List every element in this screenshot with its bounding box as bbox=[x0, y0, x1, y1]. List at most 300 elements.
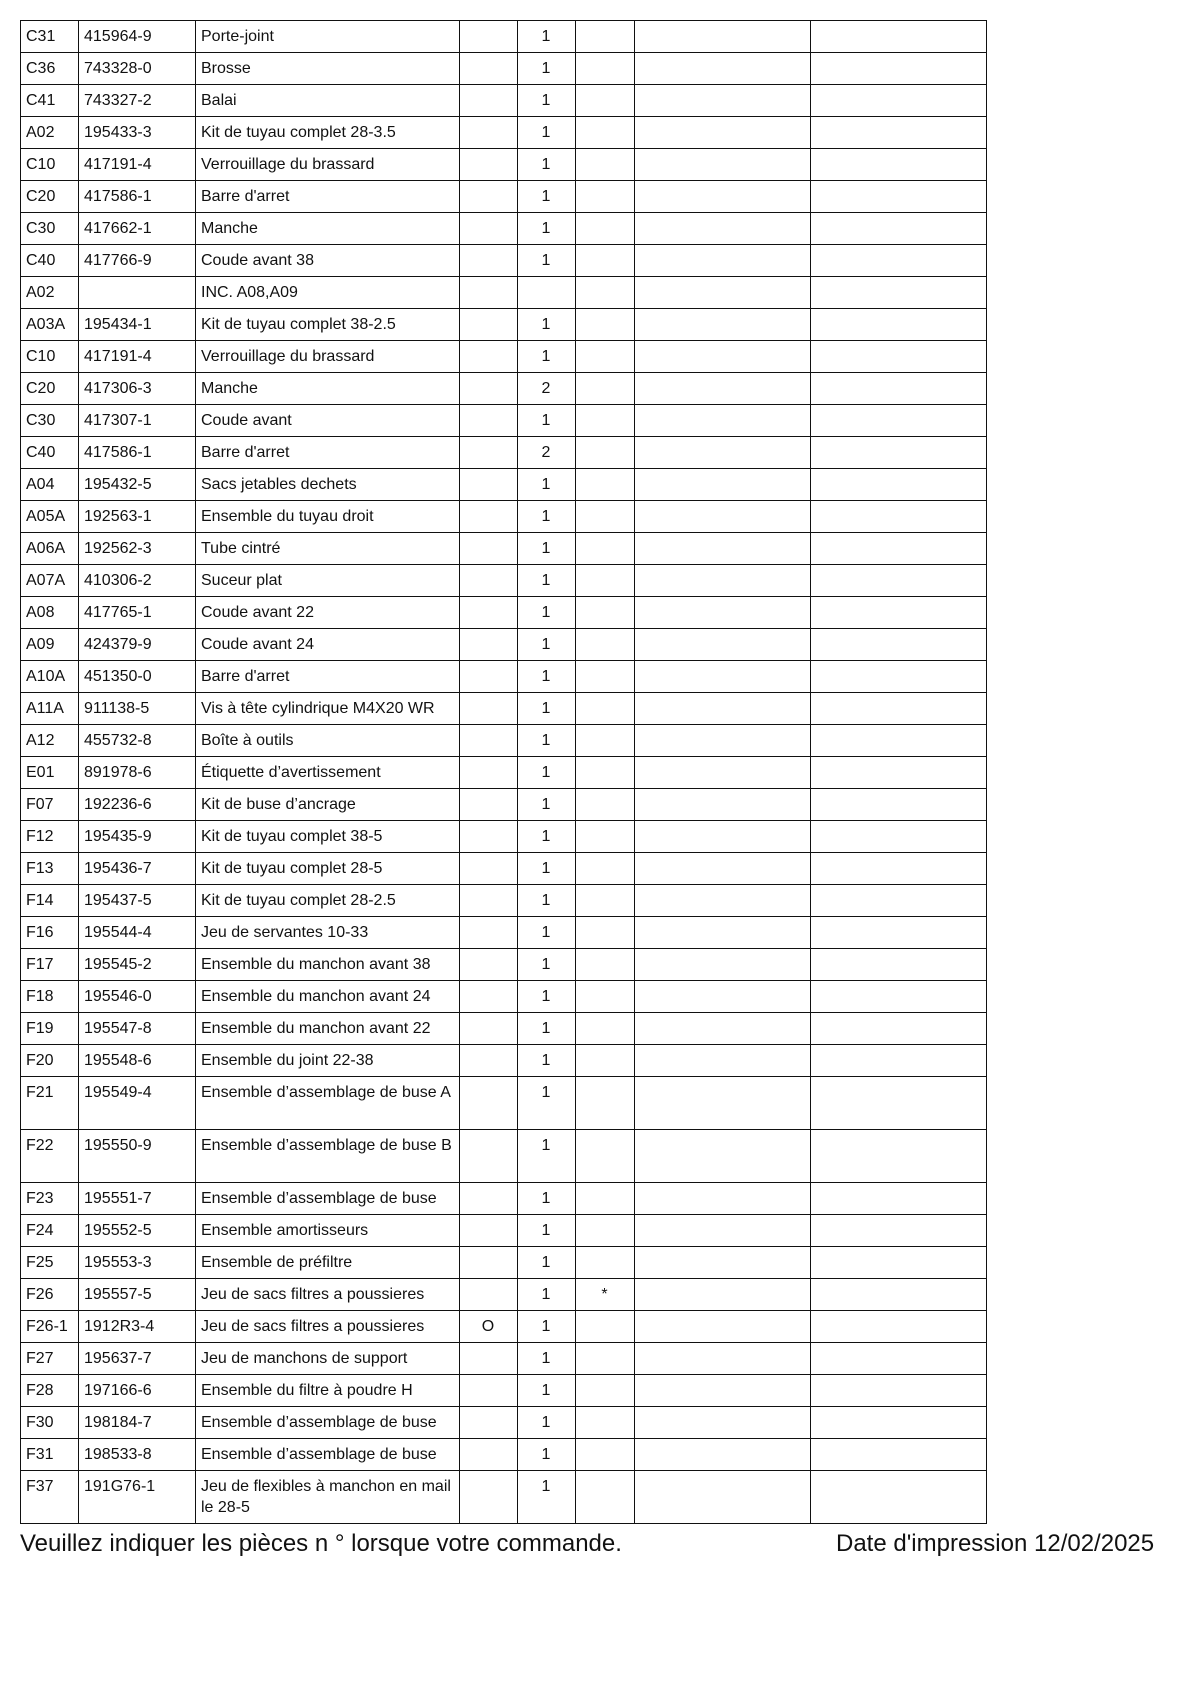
table-row bbox=[21, 341, 987, 373]
blank-cell bbox=[635, 629, 811, 661]
ref-cell: F18 bbox=[21, 981, 79, 1013]
option-cell bbox=[460, 533, 518, 565]
description-cell: Jeu de servantes 10-33 bbox=[196, 917, 460, 949]
option-cell bbox=[460, 1045, 518, 1077]
table-row bbox=[21, 1439, 987, 1471]
option-cell bbox=[460, 981, 518, 1013]
ref-cell: A07A bbox=[21, 565, 79, 597]
blank-cell bbox=[811, 757, 987, 789]
blank-cell bbox=[635, 1311, 811, 1343]
mark-cell bbox=[576, 405, 635, 437]
description-cell: Barre d'arret bbox=[196, 181, 460, 213]
part-number-cell: 743327-2 bbox=[79, 85, 196, 117]
table-row bbox=[21, 1013, 987, 1045]
option-cell bbox=[460, 405, 518, 437]
ref-cell: A08 bbox=[21, 597, 79, 629]
option-cell bbox=[460, 1407, 518, 1439]
quantity-cell: 1 bbox=[518, 1013, 576, 1045]
blank-cell bbox=[811, 501, 987, 533]
description-cell: Jeu de flexibles à manchon en maille 28-5 bbox=[196, 1471, 460, 1524]
mark-cell bbox=[576, 1045, 635, 1077]
blank-cell bbox=[635, 1343, 811, 1375]
quantity-cell: 1 bbox=[518, 917, 576, 949]
blank-cell bbox=[811, 469, 987, 501]
ref-cell: F17 bbox=[21, 949, 79, 981]
description-cell: Kit de tuyau complet 28-2.5 bbox=[196, 885, 460, 917]
ref-cell: C41 bbox=[21, 85, 79, 117]
ref-cell: C10 bbox=[21, 341, 79, 373]
description-cell: Ensemble du joint 22-38 bbox=[196, 1045, 460, 1077]
blank-cell bbox=[811, 1130, 987, 1183]
option-cell bbox=[460, 1439, 518, 1471]
ref-cell: C31 bbox=[21, 21, 79, 53]
option-cell bbox=[460, 1013, 518, 1045]
description-cell: Verrouillage du brassard bbox=[196, 341, 460, 373]
quantity-cell: 1 bbox=[518, 565, 576, 597]
description-cell: Coude avant 24 bbox=[196, 629, 460, 661]
quantity-cell: 1 bbox=[518, 85, 576, 117]
table-row bbox=[21, 1183, 987, 1215]
blank-cell bbox=[635, 181, 811, 213]
mark-cell bbox=[576, 85, 635, 117]
blank-cell bbox=[635, 597, 811, 629]
description-cell: Manche bbox=[196, 213, 460, 245]
quantity-cell: 1 bbox=[518, 725, 576, 757]
quantity-cell: 1 bbox=[518, 405, 576, 437]
blank-cell bbox=[635, 309, 811, 341]
table-row bbox=[21, 693, 987, 725]
option-cell bbox=[460, 629, 518, 661]
mark-cell bbox=[576, 1077, 635, 1130]
description-cell: Brosse bbox=[196, 53, 460, 85]
mark-cell bbox=[576, 1013, 635, 1045]
mark-cell bbox=[576, 245, 635, 277]
ref-cell: F16 bbox=[21, 917, 79, 949]
quantity-cell: 1 bbox=[518, 1279, 576, 1311]
part-number-cell: 415964-9 bbox=[79, 21, 196, 53]
option-cell bbox=[460, 85, 518, 117]
description-cell: Vis à tête cylindrique M4X20 WR bbox=[196, 693, 460, 725]
part-number-cell: 417306-3 bbox=[79, 373, 196, 405]
option-cell bbox=[460, 565, 518, 597]
option-cell bbox=[460, 1130, 518, 1183]
table-row bbox=[21, 1407, 987, 1439]
blank-cell bbox=[811, 117, 987, 149]
ref-cell: F20 bbox=[21, 1045, 79, 1077]
blank-cell bbox=[811, 181, 987, 213]
blank-cell bbox=[635, 1375, 811, 1407]
part-number-cell: 417191-4 bbox=[79, 149, 196, 181]
blank-cell bbox=[635, 1471, 811, 1524]
ref-cell: F25 bbox=[21, 1247, 79, 1279]
mark-cell bbox=[576, 1471, 635, 1524]
option-cell bbox=[460, 821, 518, 853]
quantity-cell: 1 bbox=[518, 469, 576, 501]
part-number-cell: 195552-5 bbox=[79, 1215, 196, 1247]
option-cell bbox=[460, 245, 518, 277]
table-row bbox=[21, 949, 987, 981]
blank-cell bbox=[811, 341, 987, 373]
ref-cell: F19 bbox=[21, 1013, 79, 1045]
blank-cell bbox=[635, 821, 811, 853]
blank-cell bbox=[811, 1215, 987, 1247]
part-number-cell bbox=[79, 277, 196, 309]
table-row bbox=[21, 1311, 987, 1343]
option-cell bbox=[460, 277, 518, 309]
table-row bbox=[21, 725, 987, 757]
blank-cell bbox=[811, 245, 987, 277]
description-cell: Ensemble d’assemblage de buse A bbox=[196, 1077, 460, 1130]
ref-cell: F26 bbox=[21, 1279, 79, 1311]
quantity-cell: 1 bbox=[518, 1311, 576, 1343]
description-cell: Kit de buse d’ancrage bbox=[196, 789, 460, 821]
table-row bbox=[21, 149, 987, 181]
mark-cell bbox=[576, 949, 635, 981]
blank-cell bbox=[635, 373, 811, 405]
blank-cell bbox=[811, 565, 987, 597]
quantity-cell: 1 bbox=[518, 501, 576, 533]
blank-cell bbox=[811, 821, 987, 853]
blank-cell bbox=[635, 85, 811, 117]
table-row bbox=[21, 277, 987, 309]
option-cell bbox=[460, 21, 518, 53]
blank-cell bbox=[811, 1471, 987, 1524]
mark-cell bbox=[576, 597, 635, 629]
table-row bbox=[21, 533, 987, 565]
table-row bbox=[21, 405, 987, 437]
description-cell: Ensemble du manchon avant 24 bbox=[196, 981, 460, 1013]
table-row bbox=[21, 309, 987, 341]
table-row bbox=[21, 853, 987, 885]
ref-cell: A05A bbox=[21, 501, 79, 533]
option-cell bbox=[460, 853, 518, 885]
table-row bbox=[21, 213, 987, 245]
description-cell: Coude avant 38 bbox=[196, 245, 460, 277]
mark-cell bbox=[576, 1183, 635, 1215]
mark-cell: * bbox=[576, 1279, 635, 1311]
blank-cell bbox=[811, 373, 987, 405]
blank-cell bbox=[811, 533, 987, 565]
description-cell: Ensemble d’assemblage de buse bbox=[196, 1407, 460, 1439]
blank-cell bbox=[635, 981, 811, 1013]
blank-cell bbox=[635, 1045, 811, 1077]
blank-cell bbox=[811, 1247, 987, 1279]
blank-cell bbox=[635, 21, 811, 53]
mark-cell bbox=[576, 1311, 635, 1343]
quantity-cell: 1 bbox=[518, 149, 576, 181]
mark-cell bbox=[576, 1407, 635, 1439]
table-row bbox=[21, 885, 987, 917]
description-cell: Ensemble du filtre à poudre H bbox=[196, 1375, 460, 1407]
description-cell: Sacs jetables dechets bbox=[196, 469, 460, 501]
blank-cell bbox=[811, 309, 987, 341]
option-cell bbox=[460, 1375, 518, 1407]
option-cell bbox=[460, 149, 518, 181]
ref-cell: F24 bbox=[21, 1215, 79, 1247]
blank-cell bbox=[635, 533, 811, 565]
blank-cell bbox=[811, 405, 987, 437]
blank-cell bbox=[811, 213, 987, 245]
table-row bbox=[21, 501, 987, 533]
blank-cell bbox=[811, 149, 987, 181]
blank-cell bbox=[635, 405, 811, 437]
option-cell bbox=[460, 341, 518, 373]
option-cell bbox=[460, 597, 518, 629]
blank-cell bbox=[811, 853, 987, 885]
quantity-cell: 1 bbox=[518, 1215, 576, 1247]
blank-cell bbox=[635, 1077, 811, 1130]
ref-cell: F14 bbox=[21, 885, 79, 917]
blank-cell bbox=[811, 597, 987, 629]
table-row bbox=[21, 1077, 987, 1130]
table-row bbox=[21, 1343, 987, 1375]
description-cell: Manche bbox=[196, 373, 460, 405]
order-note: Veuillez indiquer les pièces n ° lorsque votre commande. bbox=[20, 1530, 622, 1557]
mark-cell bbox=[576, 853, 635, 885]
mark-cell bbox=[576, 117, 635, 149]
mark-cell bbox=[576, 1439, 635, 1471]
part-number-cell: 417765-1 bbox=[79, 597, 196, 629]
ref-cell: F27 bbox=[21, 1343, 79, 1375]
parts-table bbox=[20, 20, 987, 1524]
part-number-cell: 195545-2 bbox=[79, 949, 196, 981]
part-number-cell: 195433-3 bbox=[79, 117, 196, 149]
blank-cell bbox=[635, 949, 811, 981]
part-number-cell: 195437-5 bbox=[79, 885, 196, 917]
part-number-cell: 195436-7 bbox=[79, 853, 196, 885]
mark-cell bbox=[576, 725, 635, 757]
quantity-cell: 1 bbox=[518, 117, 576, 149]
quantity-cell: 1 bbox=[518, 1183, 576, 1215]
ref-cell: A11A bbox=[21, 693, 79, 725]
blank-cell bbox=[635, 1013, 811, 1045]
blank-cell bbox=[635, 1279, 811, 1311]
quantity-cell: 1 bbox=[518, 693, 576, 725]
blank-cell bbox=[635, 213, 811, 245]
blank-cell bbox=[635, 149, 811, 181]
blank-cell bbox=[811, 85, 987, 117]
blank-cell bbox=[811, 1077, 987, 1130]
blank-cell bbox=[811, 981, 987, 1013]
ref-cell: A06A bbox=[21, 533, 79, 565]
ref-cell: A04 bbox=[21, 469, 79, 501]
ref-cell: F28 bbox=[21, 1375, 79, 1407]
quantity-cell: 1 bbox=[518, 1130, 576, 1183]
table-row bbox=[21, 597, 987, 629]
option-cell bbox=[460, 1279, 518, 1311]
part-number-cell: 417766-9 bbox=[79, 245, 196, 277]
ref-cell: A10A bbox=[21, 661, 79, 693]
ref-cell: C30 bbox=[21, 405, 79, 437]
mark-cell bbox=[576, 149, 635, 181]
ref-cell: F26-1 bbox=[21, 1311, 79, 1343]
description-cell: Ensemble du manchon avant 38 bbox=[196, 949, 460, 981]
quantity-cell: 1 bbox=[518, 1077, 576, 1130]
blank-cell bbox=[635, 1215, 811, 1247]
blank-cell bbox=[635, 501, 811, 533]
quantity-cell: 2 bbox=[518, 373, 576, 405]
ref-cell: C20 bbox=[21, 373, 79, 405]
table-row bbox=[21, 53, 987, 85]
mark-cell bbox=[576, 213, 635, 245]
blank-cell bbox=[635, 245, 811, 277]
blank-cell bbox=[811, 1045, 987, 1077]
option-cell bbox=[460, 693, 518, 725]
mark-cell bbox=[576, 981, 635, 1013]
mark-cell bbox=[576, 1130, 635, 1183]
part-number-cell: 911138-5 bbox=[79, 693, 196, 725]
quantity-cell: 1 bbox=[518, 821, 576, 853]
ref-cell: A09 bbox=[21, 629, 79, 661]
blank-cell bbox=[811, 1013, 987, 1045]
ref-cell: A12 bbox=[21, 725, 79, 757]
part-number-cell: 417307-1 bbox=[79, 405, 196, 437]
blank-cell bbox=[811, 21, 987, 53]
mark-cell bbox=[576, 821, 635, 853]
print-date: Date d'impression 12/02/2025 bbox=[836, 1530, 1155, 1557]
blank-cell bbox=[635, 341, 811, 373]
mark-cell bbox=[576, 885, 635, 917]
quantity-cell: 2 bbox=[518, 437, 576, 469]
description-cell: Ensemble de préfiltre bbox=[196, 1247, 460, 1279]
quantity-cell: 1 bbox=[518, 981, 576, 1013]
part-number-cell: 195547-8 bbox=[79, 1013, 196, 1045]
table-row bbox=[21, 85, 987, 117]
blank-cell bbox=[635, 117, 811, 149]
description-cell: Boîte à outils bbox=[196, 725, 460, 757]
mark-cell bbox=[576, 757, 635, 789]
part-number-cell: 198533-8 bbox=[79, 1439, 196, 1471]
quantity-cell: 1 bbox=[518, 949, 576, 981]
blank-cell bbox=[811, 917, 987, 949]
blank-cell bbox=[635, 53, 811, 85]
ref-cell: F30 bbox=[21, 1407, 79, 1439]
option-cell bbox=[460, 661, 518, 693]
quantity-cell: 1 bbox=[518, 21, 576, 53]
description-cell: Barre d'arret bbox=[196, 437, 460, 469]
ref-cell: F23 bbox=[21, 1183, 79, 1215]
part-number-cell: 410306-2 bbox=[79, 565, 196, 597]
description-cell: Kit de tuyau complet 38-5 bbox=[196, 821, 460, 853]
parts-table-body bbox=[21, 21, 987, 1524]
part-number-cell: 195557-5 bbox=[79, 1279, 196, 1311]
table-row bbox=[21, 245, 987, 277]
table-row bbox=[21, 661, 987, 693]
table-row bbox=[21, 1279, 987, 1311]
table-row bbox=[21, 181, 987, 213]
description-cell: Ensemble amortisseurs bbox=[196, 1215, 460, 1247]
ref-cell: F22 bbox=[21, 1130, 79, 1183]
ref-cell: F07 bbox=[21, 789, 79, 821]
mark-cell bbox=[576, 565, 635, 597]
mark-cell bbox=[576, 53, 635, 85]
description-cell: Ensemble d’assemblage de buse bbox=[196, 1439, 460, 1471]
blank-cell bbox=[811, 1439, 987, 1471]
part-number-cell: 195434-1 bbox=[79, 309, 196, 341]
part-number-cell: 424379-9 bbox=[79, 629, 196, 661]
description-cell: Jeu de manchons de support bbox=[196, 1343, 460, 1375]
blank-cell bbox=[635, 725, 811, 757]
description-cell: Coude avant bbox=[196, 405, 460, 437]
quantity-cell: 1 bbox=[518, 661, 576, 693]
ref-cell: A02 bbox=[21, 277, 79, 309]
quantity-cell: 1 bbox=[518, 885, 576, 917]
ref-cell: C40 bbox=[21, 437, 79, 469]
blank-cell bbox=[635, 853, 811, 885]
mark-cell bbox=[576, 789, 635, 821]
blank-cell bbox=[635, 789, 811, 821]
ref-cell: C40 bbox=[21, 245, 79, 277]
blank-cell bbox=[635, 757, 811, 789]
quantity-cell: 1 bbox=[518, 1407, 576, 1439]
quantity-cell: 1 bbox=[518, 53, 576, 85]
blank-cell bbox=[811, 1375, 987, 1407]
blank-cell bbox=[811, 629, 987, 661]
table-row bbox=[21, 469, 987, 501]
option-cell: O bbox=[460, 1311, 518, 1343]
blank-cell bbox=[635, 277, 811, 309]
table-row bbox=[21, 565, 987, 597]
part-number-cell: 891978-6 bbox=[79, 757, 196, 789]
part-number-cell: 417586-1 bbox=[79, 437, 196, 469]
part-number-cell: 195551-7 bbox=[79, 1183, 196, 1215]
table-row bbox=[21, 1215, 987, 1247]
description-cell: Suceur plat bbox=[196, 565, 460, 597]
part-number-cell: 192236-6 bbox=[79, 789, 196, 821]
mark-cell bbox=[576, 277, 635, 309]
description-cell: Ensemble d’assemblage de buse B bbox=[196, 1130, 460, 1183]
mark-cell bbox=[576, 437, 635, 469]
option-cell bbox=[460, 885, 518, 917]
option-cell bbox=[460, 309, 518, 341]
blank-cell bbox=[811, 1183, 987, 1215]
part-number-cell: 195435-9 bbox=[79, 821, 196, 853]
table-row bbox=[21, 821, 987, 853]
quantity-cell: 1 bbox=[518, 1045, 576, 1077]
quantity-cell: 1 bbox=[518, 213, 576, 245]
mark-cell bbox=[576, 1343, 635, 1375]
table-row bbox=[21, 1375, 987, 1407]
blank-cell bbox=[811, 885, 987, 917]
part-number-cell: 417191-4 bbox=[79, 341, 196, 373]
blank-cell bbox=[635, 469, 811, 501]
table-row bbox=[21, 629, 987, 661]
ref-cell: F37 bbox=[21, 1471, 79, 1524]
option-cell bbox=[460, 917, 518, 949]
mark-cell bbox=[576, 533, 635, 565]
table-row bbox=[21, 789, 987, 821]
description-cell: Étiquette d’avertissement bbox=[196, 757, 460, 789]
option-cell bbox=[460, 469, 518, 501]
table-row bbox=[21, 1130, 987, 1183]
quantity-cell: 1 bbox=[518, 1471, 576, 1524]
mark-cell bbox=[576, 693, 635, 725]
mark-cell bbox=[576, 1247, 635, 1279]
table-row bbox=[21, 21, 987, 53]
table-row bbox=[21, 117, 987, 149]
mark-cell bbox=[576, 21, 635, 53]
table-row bbox=[21, 1045, 987, 1077]
blank-cell bbox=[635, 1407, 811, 1439]
quantity-cell: 1 bbox=[518, 597, 576, 629]
option-cell bbox=[460, 1183, 518, 1215]
table-row bbox=[21, 1247, 987, 1279]
part-number-cell: 743328-0 bbox=[79, 53, 196, 85]
quantity-cell: 1 bbox=[518, 181, 576, 213]
option-cell bbox=[460, 117, 518, 149]
mark-cell bbox=[576, 1215, 635, 1247]
part-number-cell: 195544-4 bbox=[79, 917, 196, 949]
